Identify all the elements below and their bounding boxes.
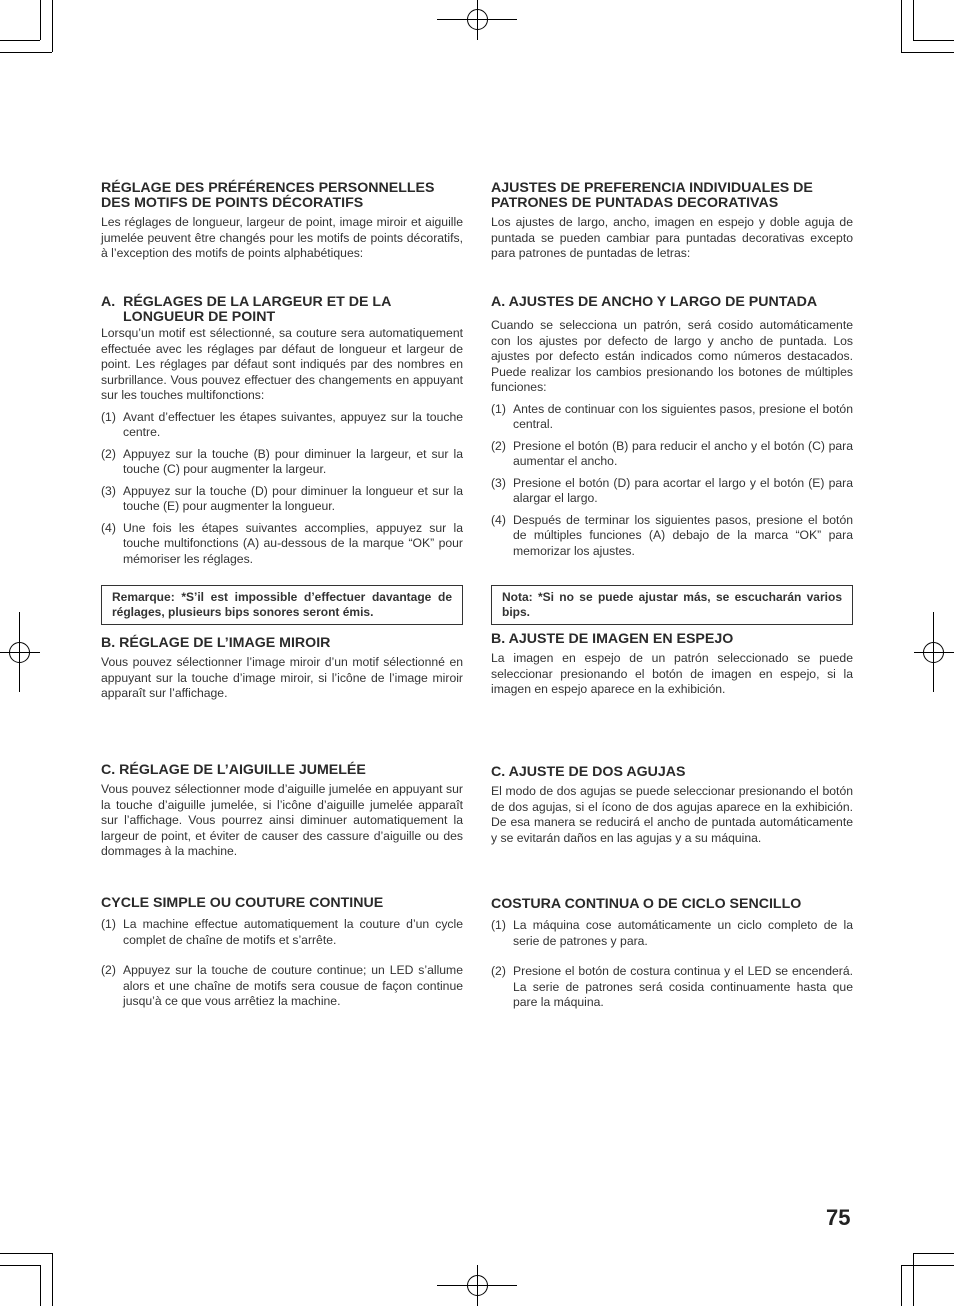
fr-intro: Les réglages de longueur, largeur de point, image miroir et aiguille jumelée peuvent être changés pour les motifs de points décoratifs, à l’exception des motifs de points alphabétiques: [101,215,463,260]
es-title: AJUSTES DE PREFERENCIA INDIVIDUALES DE PATRONES DE PUNTADAS DECORATIVAS [491,180,813,211]
page-number: 75 [826,1205,851,1230]
list-item: (2) Presione el botón de costura continua y el LED se encenderá. La serie de patrones será cosida continuamente hasta que pare la máquina. [491,964,853,1009]
fr-section-c-title: C. RÉGLAGE DE L’AIGUILLE JUMELÉE [101,762,366,778]
es-section-c-title: C. AJUSTE DE DOS AGUJAS [491,764,686,780]
es-cycle-section [491,897,853,1017]
es-section-a-title: A. AJUSTES DE ANCHO Y LARGO DE PUNTADA [491,294,818,310]
es-steps-list [491,402,853,560]
es-section-c-text: El modo de dos agujas se puede seleccionar presionando el botón de dos agujas, si el ícono de dos agujas aparece en la exhibición. De esa manera se reducirá el ancho de puntada automáticamente y se evitarán daños en las agujas y a su máquina. [491,784,853,845]
es-intro: Los ajustes de largo, ancho, imagen en espejo y doble aguja de puntada se pueden cambiar para puntadas decorativas excepto para patrones de puntadas de letras: [491,215,853,260]
es-section-a-text: Cuando se selecciona un patrón, será cosido automáticamente con los ajustes por defecto de largo y ancho de puntada. Los ajustes por defecto están indicados como números destacados. Puede realizar los cambios presionando los botones de múltiples funciones: [491,318,853,394]
es-section-c [491,765,853,846]
es-cycle-title: COSTURA CONTINUA O DE CICLO SENCILLO [491,896,802,912]
fr-title: RÉGLAGE DES PRÉFÉRENCES PERSONNELLES DES MOTIFS DE POINTS DÉCORATIFS [101,180,435,211]
list-item: (1) Antes de continuar con los siguientes pasos, presione el botón central. [491,401,853,431]
list-item: (1) Avant d’effectuer les étapes suivantes, appuyez sur la touche centre. [101,409,463,439]
fr-section-b-title: B. RÉGLAGE DE L’IMAGE MIROIR [101,635,331,651]
list-item: (2) Presione el botón (B) para reducir el ancho y el botón (C) para aumentar el ancho. [491,438,853,468]
es-section-b-text: La imagen en espejo de un patrón seleccionado se puede seleccionar presionando el botón de imagen en espejo, si la imagen en espejo aparece en la exhibición. [491,651,853,696]
fr-cycle-section [101,896,463,1016]
list-item: (4) Después de terminar los siguientes pasos, presione el botón de múltiples funciones (A) debajo de la marca “OK” para memorizar los ajustes. [491,512,853,558]
fr-section-b [101,636,463,702]
list-item: (3) Presione el botón (D) para acortar el largo y el botón (E) para alargar el largo. [491,475,853,505]
list-item: (2) Appuyez sur la touche de couture continue; un LED s’allume alors et une chaîne de motifs sera cousue de façon continue jusqu’à ce que vous arrêtiez la machine. [101,963,463,1008]
list-item: (1) La máquina cose automáticamente un ciclo completo de la serie de patrones y para. [491,918,853,948]
es-intro-block [491,181,853,262]
fr-cycle-title: CYCLE SIMPLE OU COUTURE CONTINUE [101,895,384,911]
es-section-b [491,632,853,698]
fr-section-c-text: Vous pouvez sélectionner mode d’aiguille jumelée en appuyant sur la touche d’aiguille jumelée, si l’icône d’aiguille jumelée apparaît sur l’affichage. Vous pourrez ainsi diminuer automatiquement la largeur de point, et éviter de causer des cassure d’aiguille ou des dommages à la machine. [101,782,463,858]
fr-section-a-title: A. RÉGLAGES DE LA LARGEUR ET DE LA LONGUEUR DE POINT [101,294,391,325]
es-section-b-title: B. AJUSTE DE IMAGEN EN ESPEJO [491,631,734,647]
fr-note-box: Remarque: *S’il est impossible d’effectuer davantage de réglages, plusieurs bips sonores seront émis. [101,585,463,625]
es-note-box: Nota: *Si no se puede ajustar más, se escucharán varios bips. [491,585,853,625]
fr-cycle-list [101,917,463,1010]
list-item: (3) Appuyez sur la touche (D) pour diminuer la longueur et sur la touche (E) pour augmenter la longueur. [101,483,463,513]
fr-section-a-text: Lorsqu’un motif est sélectionné, sa couture sera automatiquement effectuée avec les réglages par défaut de longueur et largeur de point. Les réglages par défaut sont indiqués par des nombres en surbrillance. Vous pouvez effectuer des changements en appuyant sur les touches multifonctions: [101,326,463,402]
fr-section-a [101,295,463,573]
fr-intro-block [101,181,463,262]
es-section-a [491,295,853,565]
es-cycle-list [491,918,853,1011]
list-item: (1) La machine effectue automatiquement la couture d’un cycle complet de chaîne de motifs et s’arrête. [101,917,463,947]
list-item: (2) Appuyez sur la touche (B) pour diminuer la largeur, et sur la touche (C) pour augmenter la largeur. [101,446,463,476]
list-item: (4) Une fois les étapes suivantes accomplies, appuyez sur la touche multifonctions (A) au-dessous de la marque “OK” pour mémoriser les réglages. [101,520,463,566]
fr-section-b-text: Vous pouvez sélectionner l’image miroir d’un motif sélectionné en appuyant sur la touche d’image miroir, si l’icône de l’image miroir apparaît sur l’affichage. [101,655,463,700]
fr-steps-list [101,410,463,568]
fr-section-c [101,763,463,860]
